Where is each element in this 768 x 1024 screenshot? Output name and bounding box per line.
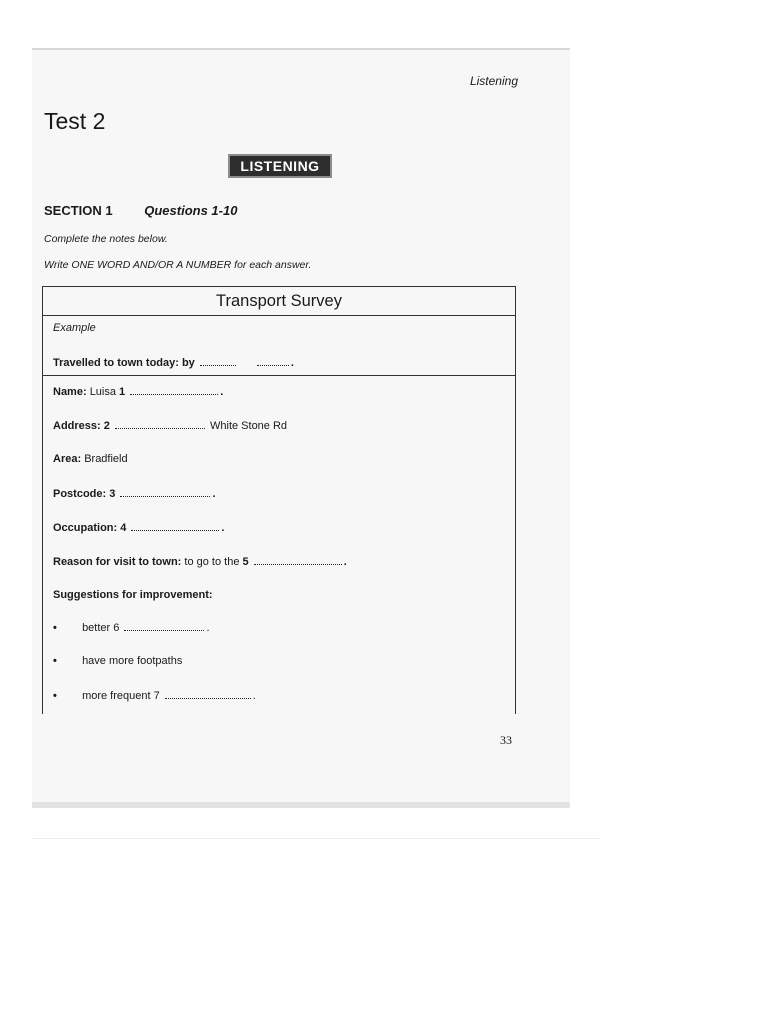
scanned-page bbox=[32, 48, 570, 808]
row-reason bbox=[53, 555, 347, 568]
example-label: Example bbox=[53, 322, 96, 334]
section-label: SECTION 1 bbox=[44, 203, 113, 218]
question-number-7: 7 bbox=[153, 690, 160, 702]
section-heading bbox=[44, 203, 237, 218]
bullet-end: . bbox=[206, 622, 210, 634]
bullet-text: have more footpaths bbox=[82, 655, 183, 667]
row-reason-value: to go to the bbox=[184, 556, 240, 568]
question-number-2: 2 bbox=[103, 420, 110, 432]
example-end: . bbox=[290, 357, 294, 369]
example-box bbox=[43, 316, 515, 376]
bullet-item bbox=[53, 621, 210, 634]
answer-blank-7[interactable] bbox=[165, 689, 251, 699]
answer-blank-3[interactable] bbox=[120, 487, 210, 497]
bullet-text: more frequent bbox=[82, 690, 151, 702]
bullet-item bbox=[53, 689, 256, 702]
row-occupation bbox=[53, 521, 224, 534]
row-area-value: Bradfield bbox=[84, 453, 128, 465]
instruction-complete-notes: Complete the notes below. bbox=[44, 233, 168, 245]
question-number-5: 5 bbox=[242, 556, 249, 568]
row-name-end: . bbox=[220, 386, 224, 398]
question-number-1: 1 bbox=[119, 386, 126, 398]
row-occupation-end: . bbox=[221, 522, 225, 534]
row-address bbox=[53, 419, 287, 432]
questions-label: Questions 1-10 bbox=[144, 203, 238, 218]
row-name-value: Luisa bbox=[89, 386, 116, 398]
bullet-text: better bbox=[82, 622, 111, 634]
listening-banner: LISTENING bbox=[228, 154, 332, 178]
bullet-icon: • bbox=[53, 655, 57, 667]
test-title: Test 2 bbox=[44, 108, 106, 134]
scan-edge-line bbox=[32, 838, 600, 839]
row-suggestions-label: Suggestions for improvement: bbox=[53, 589, 213, 601]
example-question: Travelled to town today: by bbox=[53, 357, 195, 369]
answer-blank-2[interactable] bbox=[115, 419, 205, 429]
bullet-item bbox=[53, 655, 182, 667]
row-occupation-label: Occupation: bbox=[53, 522, 118, 534]
bullet-icon: • bbox=[53, 690, 57, 702]
row-suggestions bbox=[53, 589, 213, 601]
example-row bbox=[53, 356, 294, 369]
instruction-word-limit: Write ONE WORD AND/OR A NUMBER for each answer. bbox=[44, 259, 312, 271]
row-area-label: Area: bbox=[53, 453, 82, 465]
row-name bbox=[53, 385, 223, 398]
row-area bbox=[53, 453, 128, 465]
page-number: 33 bbox=[500, 733, 512, 747]
answer-blank-1[interactable] bbox=[130, 385, 218, 395]
question-number-3: 3 bbox=[109, 488, 116, 500]
row-postcode bbox=[53, 487, 216, 500]
answer-blank-4[interactable] bbox=[131, 521, 219, 531]
row-postcode-end: . bbox=[212, 488, 216, 500]
row-address-street: White Stone Rd bbox=[210, 420, 288, 432]
answer-blank-6[interactable] bbox=[124, 621, 204, 631]
row-reason-label: Reason for visit to town: bbox=[53, 556, 182, 568]
question-number-6: 6 bbox=[113, 622, 120, 634]
bullet-icon: • bbox=[53, 622, 57, 634]
answer-blank-5[interactable] bbox=[254, 555, 342, 565]
bullet-end: . bbox=[252, 690, 256, 702]
survey-title: Transport Survey bbox=[43, 287, 515, 316]
example-blank-2 bbox=[257, 356, 289, 366]
row-postcode-label: Postcode: bbox=[53, 488, 107, 500]
question-number-4: 4 bbox=[120, 522, 127, 534]
row-name-label: Name: bbox=[53, 386, 87, 398]
transport-survey-form bbox=[42, 286, 516, 714]
row-address-label: Address: bbox=[53, 420, 101, 432]
example-blank-1 bbox=[200, 356, 236, 366]
row-reason-end: . bbox=[343, 556, 347, 568]
running-header: Listening bbox=[469, 74, 518, 88]
